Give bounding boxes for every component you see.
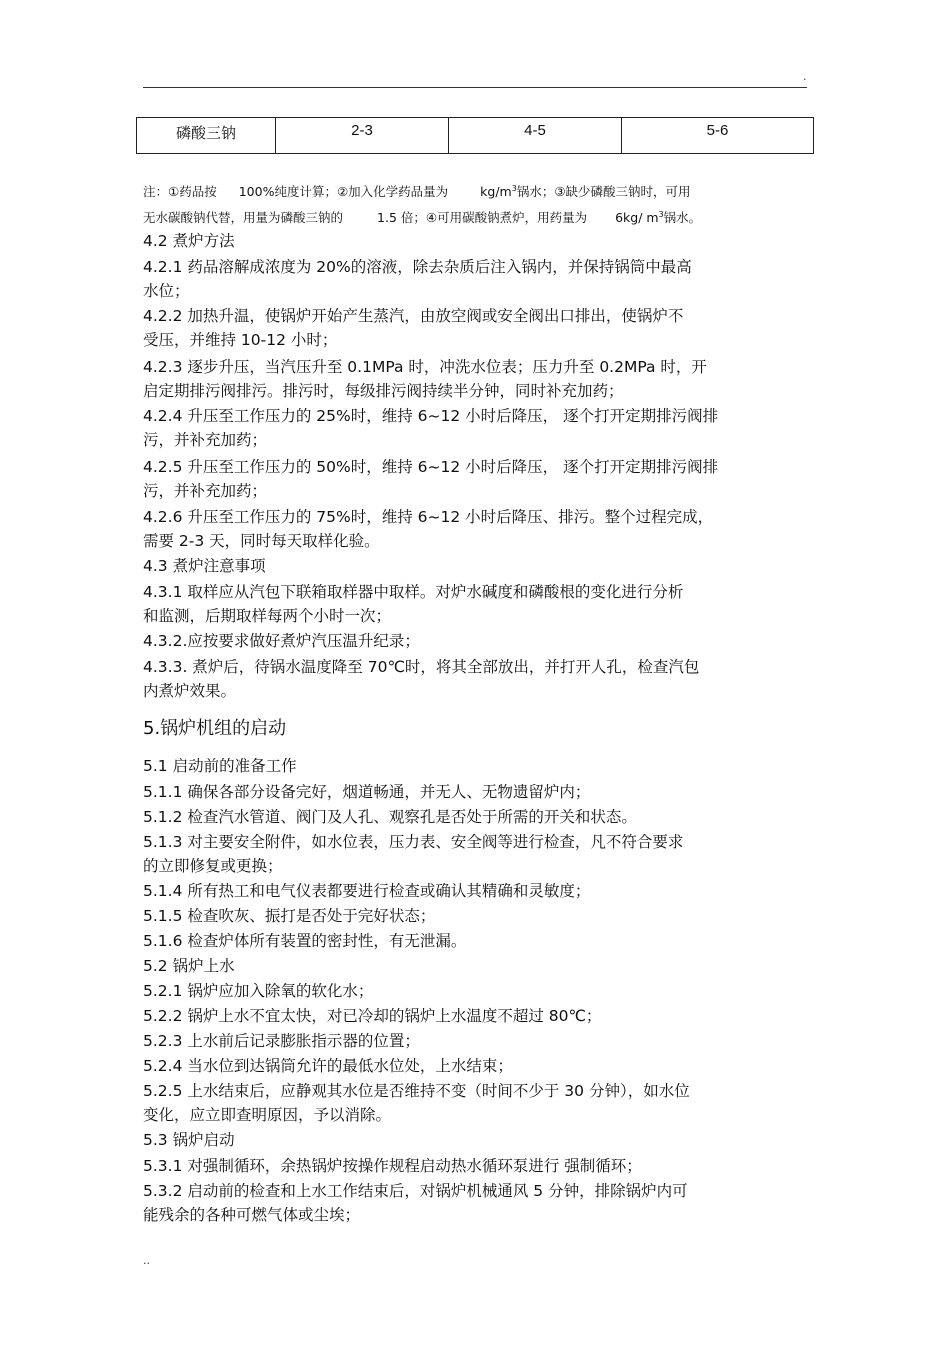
header-rule xyxy=(143,87,807,88)
text-line: 4.2.6 升压至工作压力的 75%时，维持 6~12 小时后降压、排污。整个过程完成， xyxy=(143,508,714,526)
text-line: 5.1.5 检查吹灰、振打是否处于完好状态； xyxy=(143,907,436,925)
text-line: 4.2.3 逐步升压，当汽压升至 0.1MPa 时，冲洗水位表；压力升至 0.2MPa 时，开 xyxy=(143,358,707,376)
text-line: 受压，并维持 10-12 小时； xyxy=(143,331,338,349)
text-line: 4.3.2.应按要求做好煮炉汽压温升纪录； xyxy=(143,632,420,650)
note-line-1: 注：①药品按 100%纯度计算；②加入化学药品量为 $kg/m^3$锅水；③缺少磷酸三钠时，可用 xyxy=(143,184,691,200)
text-line: 4.2.2 加热升温，使锅炉开始产生蒸汽，由放空阀或安全阀出口排出，使锅炉不 xyxy=(143,307,684,325)
footer-dots: .. xyxy=(143,1254,150,1267)
header-dot: . xyxy=(803,70,807,83)
text-line: 5.2 锅炉上水 xyxy=(143,957,235,975)
table-row xyxy=(137,118,814,154)
text-line: 需要 2-3 天，同时每天取样化验。 xyxy=(143,532,380,550)
text-line: 5.2.4 当水位到达锅筒允许的最低水位处，上水结束； xyxy=(143,1057,513,1075)
text-line: 能残余的各种可燃气体或尘埃； xyxy=(143,1206,361,1224)
text-line: 4.3.3. 煮炉后，待锅水温度降至 70℃时，将其全部放出，并打开人孔，检查汽包 xyxy=(143,658,700,676)
text-line: 内煮炉效果。 xyxy=(143,682,237,700)
text-line: 4.2.4 升压至工作压力的 25%时，维持 6~12 小时后降压， 逐个打开定期排污阀排 xyxy=(143,407,719,425)
text-line: 和监测，后期取样每两个小时一次； xyxy=(143,607,392,625)
table-cell-value: 4-5 xyxy=(449,118,622,154)
text-line: 4.2.5 升压至工作压力的 50%时，维持 6~12 小时后降压， 逐个打开定期排污阀排 xyxy=(143,458,719,476)
text-line: 5.2.2 锅炉上水不宜太快，对已冷却的锅炉上水温度不超过 80℃； xyxy=(143,1007,602,1025)
text-line: 5.1.2 检查汽水管道、阀门及人孔、观察孔是否处于所需的开关和状态。 xyxy=(143,808,637,826)
text-line: 4.2 煮炉方法 xyxy=(143,232,235,250)
text-line: 5.1.3 对主要安全附件，如水位表，压力表、安全阀等进行检查，凡不符合要求 xyxy=(143,833,684,851)
text-line: 5.1.6 检查炉体所有装置的密封性，有无泄漏。 xyxy=(143,932,467,950)
text-line: 变化，应立即查明原因，予以消除。 xyxy=(143,1106,392,1124)
table-cell-value: 2-3 xyxy=(276,118,449,154)
text-line: 5.1.4 所有热工和电气仪表都要进行检查或确认其精确和灵敏度； xyxy=(143,882,591,900)
text-line: 5.3.2 启动前的检查和上水工作结束后，对锅炉机械通风 5 分钟，排除锅炉内可 xyxy=(143,1182,688,1200)
reagent-table xyxy=(136,117,814,154)
section-heading: 5.锅炉机组的启动 xyxy=(143,718,287,739)
text-line: 启定期排污阀排污。排污时，每级排污阀持续半分钟，同时补充加药； xyxy=(143,382,624,400)
table-cell-value: 5-6 xyxy=(622,118,814,154)
text-line: 水位； xyxy=(143,282,190,300)
text-line: 污，并补充加药； xyxy=(143,431,268,449)
note-line-2: 无水碳酸钠代替，用量为磷酸三钠的 1.5 倍；④可用碳酸钠煮炉，用药量为 6kg/ $m^3$锅水。 xyxy=(143,210,702,226)
text-line: 4.3.1 取样应从汽包下联箱取样器中取样。对炉水碱度和磷酸根的变化进行分析 xyxy=(143,583,684,601)
text-line: 4.3 煮炉注意事项 xyxy=(143,557,266,575)
text-line: 5.2.1 锅炉应加入除氧的软化水； xyxy=(143,982,374,1000)
text-line: 5.3.1 对强制循环，余热锅炉按操作规程启动热水循环泵进行 强制循环； xyxy=(143,1157,642,1175)
text-line: 的立即修复或更换； xyxy=(143,857,283,875)
text-line: 5.1 启动前的准备工作 xyxy=(143,757,297,775)
text-line: 4.2.1 药品溶解成浓度为 20%的溶液，除去杂质后注入锅内，并保持锅筒中最高 xyxy=(143,258,692,276)
text-line: 污，并补充加药； xyxy=(143,482,268,500)
text-line: 5.2.5 上水结束后，应静观其水位是否维持不变（时间不少于 30 分钟），如水位 xyxy=(143,1082,690,1100)
text-line: 5.1.1 确保各部分设备完好，烟道畅通，并无人、无物遗留炉内； xyxy=(143,783,591,801)
text-line: 5.3 锅炉启动 xyxy=(143,1131,235,1149)
table-cell-reagent: 磷酸三钠 xyxy=(137,118,276,154)
text-line: 5.2.3 上水前后记录膨胀指示器的位置； xyxy=(143,1032,420,1050)
